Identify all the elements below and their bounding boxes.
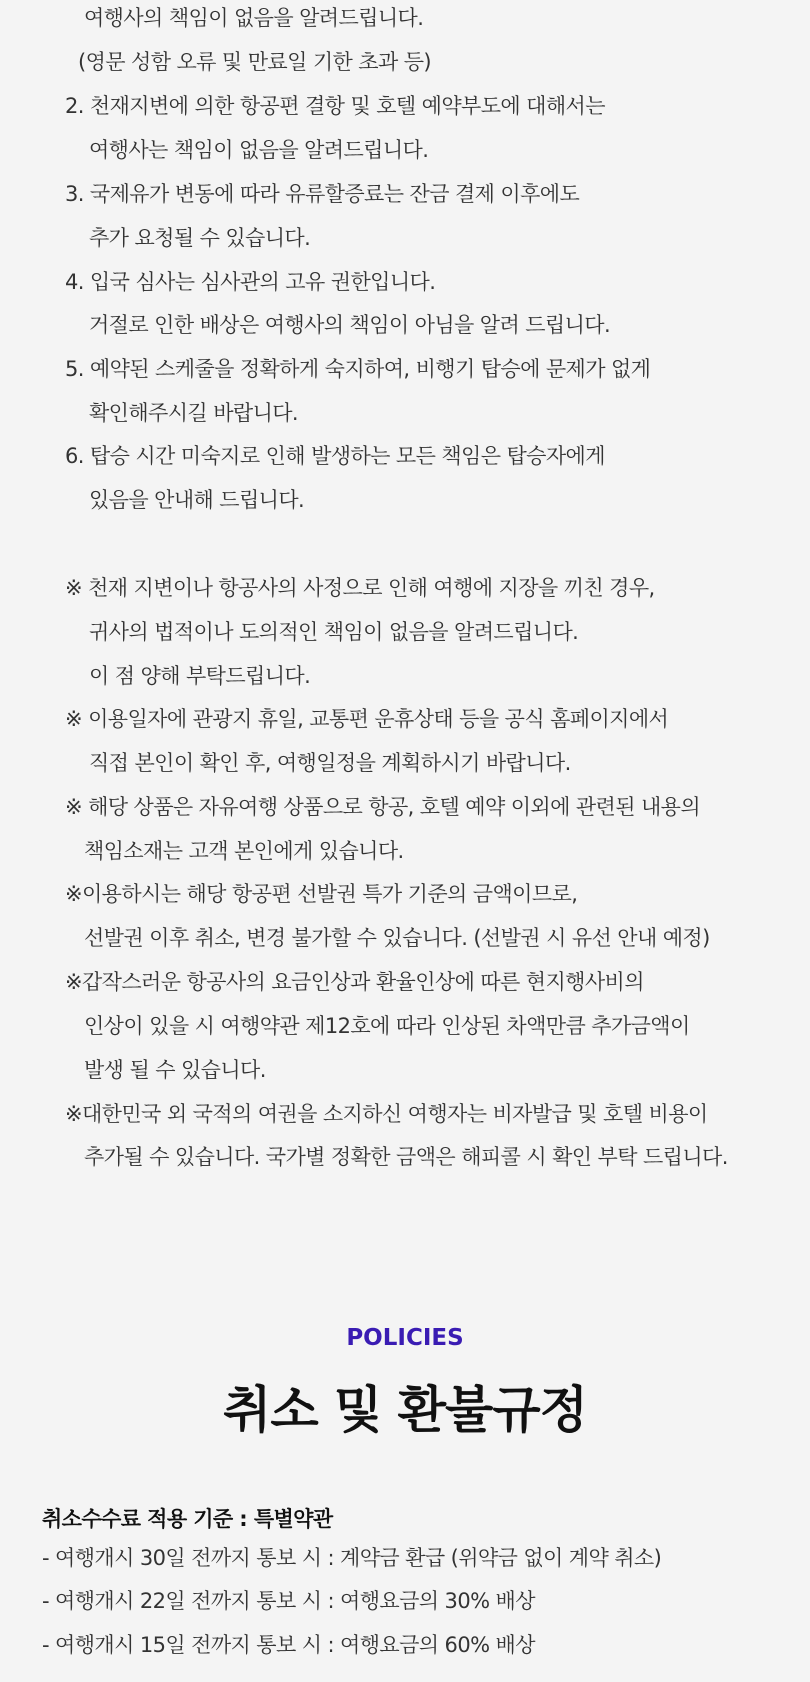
notice-line: 여행사의 책임이 없음을 알려드립니다. xyxy=(84,6,424,30)
notice-line: ※갑작스러운 항공사의 요금인상과 환율인상에 따른 현지행사비의 xyxy=(65,970,644,994)
policy-heading: 취소수수료 적용 기준 : 특별약관 xyxy=(42,1507,333,1531)
notice-line: 발생 될 수 있습니다. xyxy=(84,1058,266,1082)
notice-line: 확인해주시길 바랍니다. xyxy=(89,401,299,425)
notice-line: 책임소재는 고객 본인에게 있습니다. xyxy=(84,839,404,863)
notice-line: ※ 천재 지변이나 항공사의 사정으로 인해 여행에 지장을 끼친 경우, xyxy=(65,576,655,600)
notice-line: ※ 이용일자에 관광지 휴일, 교통편 운휴상태 등을 공식 홈페이지에서 xyxy=(65,707,669,731)
notice-line: 5. 예약된 스케줄을 정확하게 숙지하여, 비행기 탑승에 문제가 없게 xyxy=(65,357,651,381)
notice-line: 있음을 안내해 드립니다. xyxy=(89,488,305,512)
section-title: 취소 및 환불규정 xyxy=(223,1381,587,1439)
notice-line: 인상이 있을 시 여행약관 제12호에 따라 인상된 차액만큼 추가금액이 xyxy=(84,1014,690,1038)
notice-line: 이 점 양해 부탁드립니다. xyxy=(89,664,311,688)
notice-line: 3. 국제유가 변동에 따라 유류할증료는 잔금 결제 이후에도 xyxy=(65,182,580,206)
notice-line: 선발권 이후 취소, 변경 불가할 수 있습니다. (선발권 시 유선 안내 예정) xyxy=(84,926,710,950)
section-eyebrow: POLICIES xyxy=(346,1325,464,1351)
notice-line: ※대한민국 외 국적의 여권을 소지하신 여행자는 비자발급 및 호텔 비용이 xyxy=(65,1102,708,1126)
notice-line: 추가될 수 있습니다. 국가별 정확한 금액은 해피콜 시 확인 부탁 드립니다. xyxy=(84,1145,728,1169)
notice-line: 4. 입국 심사는 심사관의 고유 권한입니다. xyxy=(65,270,436,294)
notice-line: 추가 요청될 수 있습니다. xyxy=(89,226,311,250)
notice-line: 직접 본인이 확인 후, 여행일정을 계획하시기 바랍니다. xyxy=(89,751,571,775)
notice-line: 여행사는 책임이 없음을 알려드립니다. xyxy=(89,138,429,162)
notice-line: 거절로 인한 배상은 여행사의 책임이 아님을 알려 드립니다. xyxy=(89,313,611,337)
notice-line: 2. 천재지변에 의한 항공편 결항 및 호텔 예약부도에 대해서는 xyxy=(65,94,605,118)
notice-line: ※이용하시는 해당 항공편 선발권 특가 기준의 금액이므로, xyxy=(65,882,578,906)
notice-line: (영문 성함 오류 및 만료일 기한 초과 등) xyxy=(78,50,432,74)
notice-line: 귀사의 법적이나 도의적인 책임이 없음을 알려드립니다. xyxy=(89,620,579,644)
notice-line: ※ 해당 상품은 자유여행 상품으로 항공, 호텔 예약 이외에 관련된 내용의 xyxy=(65,795,701,819)
notice-line: 6. 탑승 시간 미숙지로 인해 발생하는 모든 책임은 탑승자에게 xyxy=(65,444,605,468)
policy-row: - 여행개시 15일 전까지 통보 시 : 여행요금의 60% 배상 xyxy=(42,1633,535,1657)
policy-row: - 여행개시 30일 전까지 통보 시 : 계약금 환급 (위약금 없이 계약 취소) xyxy=(42,1546,662,1570)
policy-row: - 여행개시 22일 전까지 통보 시 : 여행요금의 30% 배상 xyxy=(42,1589,535,1613)
